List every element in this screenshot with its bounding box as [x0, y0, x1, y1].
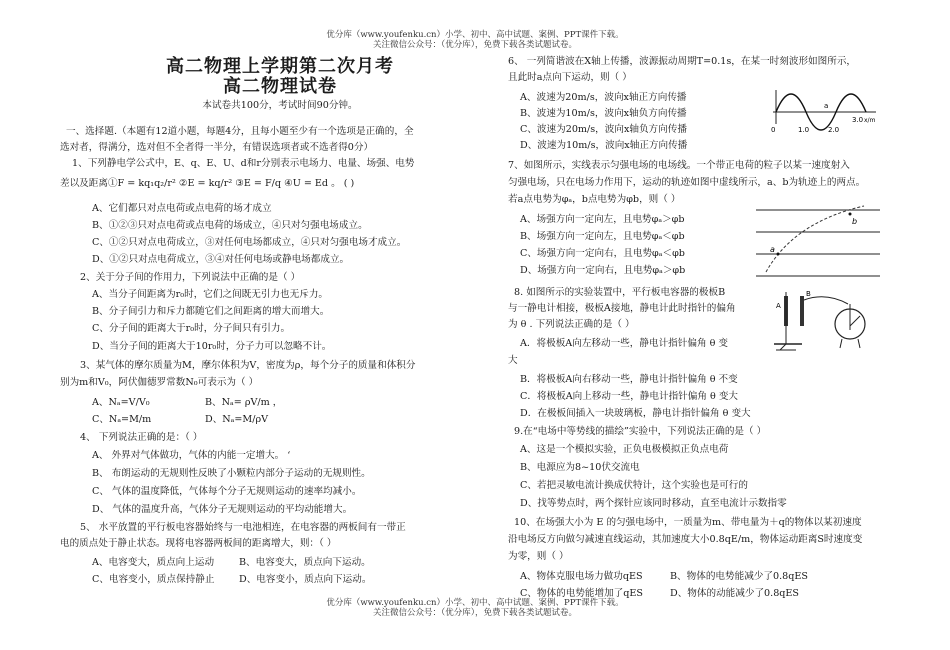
footer-line-2: 关注微信公众号：（优分库），免费下载各类试题试卷。 — [372, 608, 577, 618]
field-figure — [754, 202, 884, 284]
q10-option-b: B、物体的电势能减少了0.8qES — [670, 571, 808, 582]
q10-stem-cont-2: 为零，则（ ） — [508, 551, 569, 562]
q5-option-c: C、电容变小，质点保持静止 — [92, 574, 215, 585]
q4-stem: 4、 下列说法正确的是：（ ） — [80, 432, 203, 443]
plate-b — [800, 296, 804, 326]
point-b-label: b — [852, 217, 858, 226]
q7-option-a: A、场强方向一定向左，且电势φₐ＞φb — [520, 214, 685, 225]
electroscope-leg — [858, 339, 860, 348]
q4-option-a: A、 外界对气体做功，气体的内能一定增大。 ‘ — [92, 450, 291, 461]
q8-option-b: B．将极板A向右移动一些，静电计指针偏角 θ 不变 — [520, 374, 738, 385]
wave-label-3: 3.0 — [852, 116, 864, 124]
q6-stem: 6、 一列简谐波在X轴上传播，波源振动周期T=0.1s，在某一时刻波形如图所示， — [508, 56, 857, 67]
q2-option-d: D、当分子间的距离大于10r₀时，分子力可以忽略不计。 — [92, 341, 332, 352]
wave-label-0: 0 — [771, 126, 776, 134]
q7-stem: 7、如图所示，实线表示匀强电场的电场线。一个带正电荷的粒子以某一速度射入 — [508, 160, 850, 171]
header-line-2: 关注微信公众号：（优分库），免费下载各类试题试卷。 — [372, 40, 577, 50]
q1-option-a: A、它们都只对点电荷或点电荷的场才成立 — [92, 203, 272, 214]
q7-stem-cont: 匀强电场，只在电场力作用下，运动的轨迹如图中虚线所示，a、b为轨迹上的两点。 — [508, 177, 866, 188]
q2-option-b: B、分子间引力和斥力都随它们之间距离的增大而增大。 — [92, 306, 330, 317]
q1-stem: 1、下列静电学公式中，E、q、E、U、d和r分别表示电场力、电量、场强、电势 — [72, 158, 415, 169]
plate-b-label: B — [806, 290, 811, 298]
q9-option-b: B、电源应为8~10伏交流电 — [520, 462, 640, 473]
capacitor-figure — [766, 286, 882, 352]
paper-title-2: 高二物理试卷 — [223, 76, 337, 97]
q8-stem-cont-2: 为 θ . 下列说法正确的是（ ） — [508, 319, 635, 330]
q3-option-a: A、Nₐ=V/V₀ — [92, 397, 150, 408]
q6-option-b: B、波速为10m/s，波向x轴负方向传播 — [520, 108, 687, 119]
point-b — [849, 213, 852, 216]
q7-stem-cont-2: 若a点电势为φₐ，b点电势为φb，则（ ） — [508, 194, 681, 205]
trajectory-path — [766, 206, 864, 272]
q10-option-a: A、物体克服电场力做功qES — [520, 571, 643, 582]
q5-stem-cont: 电的质点处于静止状态。现将电容器两板间的距离增大，则：（ ） — [60, 538, 337, 549]
q1-option-d: D、①②只对点电荷成立，③④对任何电场或静电场都成立。 — [92, 254, 350, 265]
wave-label-a: a — [824, 102, 829, 110]
q2-option-a: A、当分子间距离为r₀时，它们之间既无引力也无斥力。 — [92, 289, 329, 300]
q1-formula: 差以及距离①F = kq₁q₂/r² ②E = kq/r² ③E = F/q ④U = Ed 。 ( ) — [60, 178, 355, 189]
q10-option-d: D、物体的动能减少了0.8qES — [670, 588, 800, 599]
q3-option-b: B、Nₐ= ρV/m ， — [205, 397, 283, 408]
q3-option-d: D、Nₐ=M/ρV — [205, 414, 269, 425]
q5-option-a: A、电容变大，质点向上运动 — [92, 557, 215, 568]
electroscope-leg — [840, 339, 842, 348]
q6-option-d: D、波速为10m/s，波向x轴正方向传播 — [520, 140, 688, 151]
plate-a-label: A — [776, 302, 781, 310]
q5-option-d: D、电容变小，质点向下运动。 — [239, 574, 372, 585]
point-a-label: a — [770, 245, 775, 254]
q4-option-d: D、 气体的温度升高，气体分子无规则运动的平均动能增大。 — [92, 504, 353, 515]
point-a — [777, 253, 780, 256]
ground-symbol — [776, 344, 796, 350]
q10-option-c: C、物体的电势能增加了qES — [520, 588, 643, 599]
footer-line-1: 优分库（www.youfenku.cn）小学、初中、高中试题、案例、PPT课件下载。 — [326, 598, 624, 608]
header-line-1: 优分库（www.youfenku.cn）小学、初中、高中试题、案例、PPT课件下载。 — [326, 30, 624, 40]
q9-option-c: C、若把灵敏电流计换成伏特计，这个实验也是可行的 — [520, 480, 748, 491]
q4-option-c: C、 气体的温度降低，气体每个分子无规则运动的速率均减小。 — [92, 486, 362, 497]
q2-stem: 2、关于分子间的作用力，下列说法中正确的是（ ） — [80, 272, 301, 283]
section-heading-cont: 选对者，得满分，选对但不全者得一半分，有错误选项者或不选者得0分） — [60, 142, 374, 153]
q2-option-c: C、分子间的距离大于r₀时，分子间只有引力。 — [92, 323, 291, 334]
q5-option-b: B、电容变大，质点向下运动。 — [239, 557, 371, 568]
wave-label-2: 2.0 — [828, 126, 840, 134]
q9-option-a: A、这是一个模拟实验，正负电极模拟正负点电荷 — [520, 444, 729, 455]
wave-label-x: x/m — [864, 117, 876, 124]
q1-option-c: C、①②只对点电荷成立，③对任何电场都成立，④只对匀强电场才成立。 — [92, 237, 407, 248]
q8-option-a-cont: 大 — [508, 355, 518, 366]
q8-stem-cont: 与一静电计相接，极板A接地，静电计此时指针的偏角 — [508, 303, 736, 314]
q3-stem: 3、某气体的摩尔质量为M，摩尔体积为V，密度为ρ，每个分子的质量和体积分 — [80, 360, 416, 371]
wave-figure — [768, 86, 878, 136]
electroscope-needle — [850, 316, 860, 326]
q7-option-b: B、场强方向一定向左，且电势φₐ＜φb — [520, 231, 685, 242]
q5-stem: 5、 水平放置的平行板电容器始终与一电池相连，在电容器的两板间有一带正 — [80, 522, 406, 533]
q6-option-c: C、波速为20m/s，波向x轴负方向传播 — [520, 124, 687, 135]
q3-option-c: C、Nₐ=M/m — [92, 414, 152, 425]
q1-option-b: B、①②③只对点电荷或点电荷的场成立，④只对匀强电场成立。 — [92, 220, 368, 231]
section-heading: 一、选择题.（本题有12道小题，每题4分，且每小题至少有一个选项是正确的，全 — [66, 126, 414, 137]
wave-label-1: 1.0 — [798, 126, 810, 134]
q10-stem: 10、在场强大小为 E 的匀强电场中，一质量为m、带电量为＋q的物体以某初速度 — [514, 517, 862, 528]
q9-stem: 9.在“电场中等势线的描绘”实验中，下列说法正确的是（ ） — [514, 426, 767, 437]
q7-option-d: D、场强方向一定向右，且电势φₐ＞φb — [520, 265, 686, 276]
q6-option-a: A、波速为20m/s，波向x轴正方向传播 — [520, 92, 687, 103]
q7-option-c: C、场强方向一定向右，且电势φₐ＜φb — [520, 248, 685, 259]
q8-option-a: A．将极板A向左移动一些，静电计指针偏角 θ 变 — [520, 338, 729, 349]
q8-option-d: D．在极板间插入一块玻璃板，静电计指针偏角 θ 变大 — [520, 408, 751, 419]
q3-stem-cont: 别为m和V₀，阿伏伽德罗常数N₀可表示为（ ） — [60, 377, 259, 388]
q4-option-b: B、 布朗运动的无规则性反映了小颗粒内部分子运动的无规则性。 — [92, 468, 371, 479]
q8-stem: 8. 如图所示的实验装置中，平行板电容器的极板B — [514, 287, 726, 298]
q9-option-d: D、找等势点时，两个探针应该同时移动，直至电流计示数指零 — [520, 498, 787, 509]
paper-subtitle: 本试卷共100分，考试时间90分钟。 — [202, 100, 358, 111]
paper-title: 高二物理上学期第二次月考 — [166, 56, 394, 77]
q10-stem-cont: 沿电场反方向做匀减速直线运动，其加速度大小0.8qE/m，物体运动距离S时速度变 — [508, 534, 863, 545]
q6-stem-cont: 且此时a点向下运动，则（ ） — [508, 72, 632, 83]
q8-option-c: C．将极板A向上移动一些，静电计指针偏角 θ 变大 — [520, 391, 739, 402]
